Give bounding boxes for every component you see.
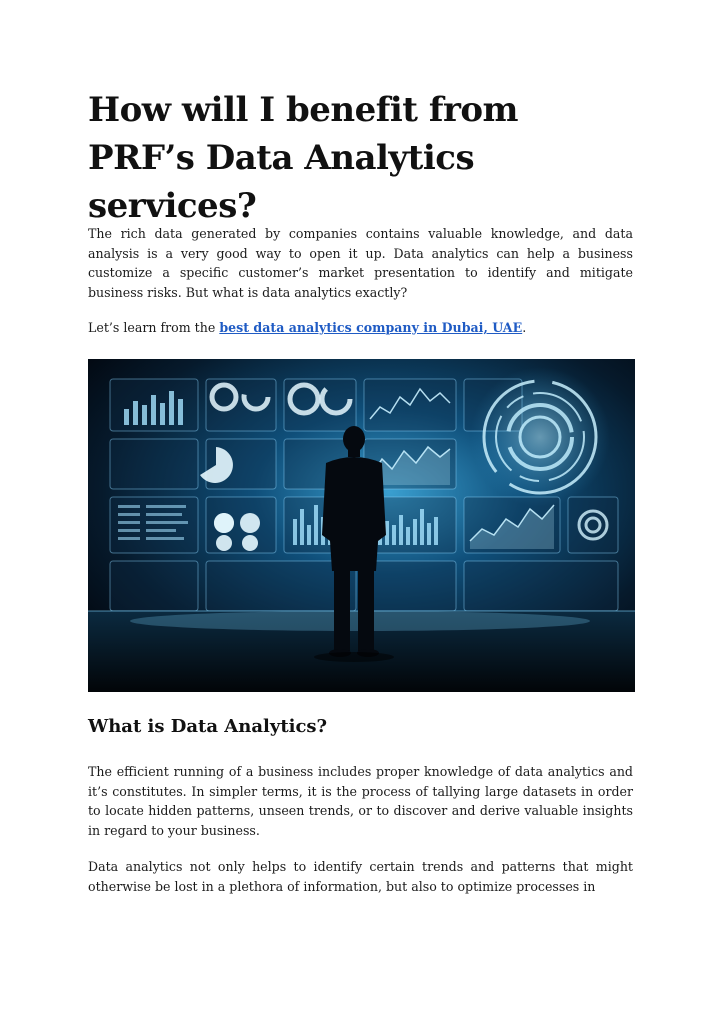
learn-suffix: . — [522, 320, 527, 335]
hero-image — [88, 359, 635, 692]
businessman-data-dashboard-illustration-icon — [88, 359, 635, 692]
learn-paragraph — [88, 318, 633, 338]
page-title: How will I benefit from PRF’s Data Analytics services? — [88, 90, 519, 226]
section-paragraph-1: The efficient running of a business includes proper knowledge of data analytics and it’s constitutes. In simpler terms, it is the process of tallying large datasets in order to locate hidden patterns, unseen trends, or to discover and derive valuable insights in regard to your business. — [88, 764, 633, 838]
section-paragraph-2: Data analytics not only helps to identify certain trends and patterns that might otherwise be lost in a plethora of information, but also to optimize processes in — [88, 859, 633, 894]
section-heading: What is Data Analytics? — [88, 716, 328, 737]
intro-paragraph: The rich data generated by companies contains valuable knowledge, and data analysis is a very good way to open it up. Data analytics can help a business customize a specific customer’s market presentation to identify and mitigate business risks. But what is data analytics exactly? — [88, 226, 633, 300]
learn-prefix: Let’s learn from the — [88, 320, 220, 335]
data-analytics-company-link[interactable]: best data analytics company in Dubai, UAE — [219, 320, 523, 335]
